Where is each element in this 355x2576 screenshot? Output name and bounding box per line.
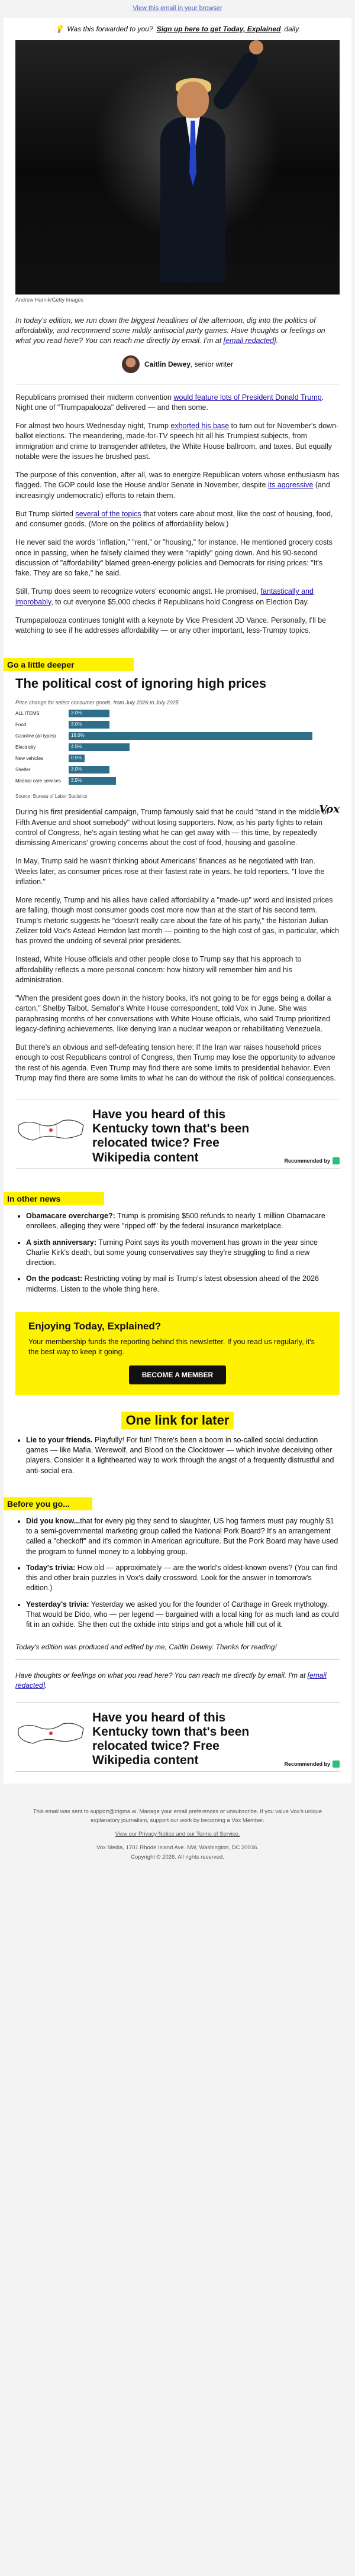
recommended-by: Recommended by bbox=[284, 1761, 340, 1768]
story-paragraph: He never said the words "inflation," "rent," or "housing," for instance. He mentioned grocery costs once in passing, when he falsely claimed they were "rapidly" going down. And his 90-second discussion of "affordability" blamed green-energy policies and Democrats for rising prices: "It's fake. They are so fake," he said. bbox=[15, 538, 333, 578]
story-link[interactable]: would feature lots of President Donald Trump bbox=[173, 393, 322, 402]
story-paragraph: Trumpapalooza continues tonight with a keynote by Vice President JD Vance. Personally, I'll be watching to see if he addresses affordability — or any other important, less-Trumpy topics. bbox=[15, 616, 327, 635]
chart-value-label: 3.5% bbox=[71, 778, 82, 784]
author-name: Caitlin Dewey bbox=[144, 360, 191, 368]
story-link[interactable]: fantastically and improbably bbox=[15, 587, 314, 606]
list-item: • Obamacare overcharge?: Trump is promising $500 refunds to nearly 1 million Obamacare enrollees, alleging they were "ripped off" by the federal insurance marketplace. bbox=[26, 1211, 340, 1232]
chart-category-label: Shelter bbox=[15, 767, 31, 773]
list-item: • A sixth anniversary: Turning Point says its youth movement has grown in the year since Charlie Kirk's death, but some young conservatives say they're struggling to find a new direction. bbox=[26, 1238, 340, 1268]
forwarded-text: Was this forwarded to you? bbox=[67, 25, 153, 33]
chart-row bbox=[15, 720, 340, 729]
feedback-text: Have thoughts or feelings on what you read here? You can reach me directly by email. I'm at [email redacted]. bbox=[15, 1671, 327, 1690]
deeper-paragraph: Instead, White House officials and other people close to Trump say that his approach to affordability reflects a more personal concern: how history will remember him and his administration. bbox=[15, 955, 302, 984]
section-heading-before: Before you go... bbox=[4, 1497, 92, 1510]
story-link[interactable]: exhorted his base bbox=[170, 422, 230, 431]
deeper-paragraph: More recently, Trump and his allies have called affordability a "made-up" word and insisted prices are falling, though most consumer goods cost more now than at the start of his second term. Trump's rhetoric suggests he "doesn't really care about the fate of his party," the historian Julian Zelizer told Vox's Astead Herndon last month — pointing to the high cost of gas, in particular, which has proved the undoing of several prior presidents. bbox=[15, 896, 340, 946]
deeper-paragraph: "When the president goes down in the history books, it's not going to be for eggs being a dollar a carton," Shelby Talbot, Semafor's White House correspondent, told Vox in June. She was paraphrasing months of her conversations with White House officials, who said Trump prioritized legacy-defining achievements, like denying Iran a nuclear weapon or rehabilitating Venezuela. bbox=[15, 994, 331, 1033]
list-item: • On the podcast: Restricting voting by mail is Trump's latest obsession ahead of the 2026 midterms. Listen to the whole thing here. bbox=[26, 1274, 340, 1295]
recommender-logo-icon bbox=[333, 1761, 340, 1768]
footer-address: Vox Media, 1701 Rhode Island Ave. NW, Washington, DC 20036. bbox=[96, 1844, 259, 1852]
chart-row bbox=[15, 743, 340, 752]
one-link-heading: One link for later bbox=[121, 1412, 234, 1429]
chart-row bbox=[15, 754, 340, 763]
story-paragraph: The purpose of this convention, after all, was to energize Republican voters whose enthusiasm has flagged. The GOP could lose the House and/or Senate in November, despite its aggressive (and increasingly undemocratic) efforts to retain them. bbox=[15, 471, 340, 500]
footer-privacy-link[interactable]: View our Privacy Notice and our Terms of Service. bbox=[115, 1831, 240, 1838]
footer-copyright: Copyright © 2026. All rights reserved. bbox=[131, 1853, 224, 1860]
intro-text: In today's edition, we run down the biggest headlines of the afternoon, dig into the politics of affordability, and recommend some mildly antisocial party games. Have thoughts or feelings on what you read here? You can reach me directly by email. I'm at [email redacted]. bbox=[15, 316, 325, 345]
view-in-browser-bar bbox=[0, 0, 355, 18]
chart-category-label: Medical care services bbox=[15, 778, 61, 784]
view-in-browser-link[interactable]: View this email in your browser bbox=[133, 5, 222, 12]
story-paragraph: For almost two hours Wednesday night, Trump exhorted his base to turn out for November's down-ballot elections. The meandering, made-for-TV speech hit all his Trumpiest subjects, from immigration and crime to transgender athletes, the White House ballroom, and taxes. But equally notable were the issues he brushed past. bbox=[15, 422, 339, 461]
recommender-logo-icon bbox=[333, 1157, 340, 1164]
chart-category-label: ALL ITEMS bbox=[15, 711, 40, 717]
recommended-by: Recommended by bbox=[284, 1157, 340, 1164]
chart-category-label: Gasoline (all types) bbox=[15, 733, 56, 739]
chart-category-label: Food bbox=[15, 722, 27, 728]
produced-by: Today's edition was produced and edited by me, Caitlin Dewey. Thanks for reading! bbox=[15, 1643, 277, 1652]
chart-value-label: 18.0% bbox=[71, 733, 85, 739]
before-list bbox=[26, 1516, 340, 1630]
avatar bbox=[122, 355, 140, 373]
become-member-button[interactable]: BECOME A MEMBER bbox=[129, 1365, 226, 1384]
ad-headline[interactable]: Have you heard of this Kentucky town that's been relocated twice? Free Wikipedia content bbox=[92, 1108, 250, 1164]
list-item: • Yesterday's trivia: Yesterday we asked you for the founder of Carthage in Greek mythology. That would be Dido, who — per legend — bargained with a local king for as much land as could fit in an oxhide. She then cut the oxhide into strips and got a whole hill out of it. bbox=[26, 1600, 340, 1630]
deeper-paragraph: In May, Trump said he wasn't thinking about Americans' finances as he negotiated with Iran. Weeks later, as consumer prices rose at their fastest rate in years, he told reporters, "I love the inflation." bbox=[15, 857, 325, 886]
chart-title: Price change for select consumer goods, from July 2026 to July 2025 bbox=[15, 700, 179, 706]
footer-line-1: This email was sent to support@trigma.ai. Manage your email preferences or unsubscribe. If you value Vox's unique explanatory journalism, support our work by becoming a Vox Member. bbox=[33, 1808, 322, 1824]
chart-row bbox=[15, 776, 340, 785]
signup-link[interactable]: Sign up here to get Today, Explained bbox=[156, 25, 281, 33]
author-byline: Caitlin Dewey, senior writer bbox=[4, 355, 351, 373]
chart-value-label: 3.0% bbox=[71, 721, 82, 727]
list-item: • Lie to your friends. Playfully! For fun! There's been a boom in so-called social deduction games — like Mafia, Werewolf, and Blood on the Clocktower — which involve deceiving other players. Consider it a lighthearted way to work through the angst of a frequently distrustful and anti-social era. bbox=[26, 1435, 340, 1476]
forwarded-banner bbox=[4, 18, 351, 40]
newsletter-body bbox=[4, 18, 351, 1784]
membership-text: Your membership funds the reporting behind this newsletter. If you read us regularly, it's the best way to keep it going. bbox=[28, 1337, 315, 1356]
list-item: • Today's trivia: How old — approximately — are the world's oldest-known ovens? (You can find this and other brain puzzles in Vox's daily crossword. Look for the answer in tomorrow's edition.) bbox=[26, 1563, 340, 1594]
footer bbox=[0, 1798, 355, 1871]
chart-row bbox=[15, 765, 340, 774]
sponsored-recommendation-2[interactable] bbox=[15, 1702, 340, 1772]
chart-value-label: 3.0% bbox=[71, 710, 82, 716]
ad-headline[interactable]: Have you heard of this Kentucky town that's been relocated twice? Free Wikipedia content bbox=[92, 1710, 250, 1768]
one-link-list bbox=[26, 1435, 340, 1476]
chart-value-label: 3.0% bbox=[71, 766, 82, 772]
chart-value-label: 4.5% bbox=[71, 744, 82, 750]
story-link[interactable]: its aggressive bbox=[267, 481, 314, 490]
section-heading-deeper: Go a little deeper bbox=[4, 658, 134, 671]
vox-logo: Vox bbox=[318, 803, 340, 816]
chart-row bbox=[15, 732, 340, 740]
story-link[interactable]: several of the topics bbox=[75, 509, 141, 518]
deeper-story bbox=[4, 807, 351, 1083]
chart-category-label: New vehicles bbox=[15, 756, 44, 762]
story-paragraph: Still, Trump does seem to recognize voters' economic angst. He promised, fantastically and improbably, to cut everyone $5,000 checks if Republicans hold Congress on Election Day. bbox=[15, 587, 314, 606]
chart-category-label: Electricity bbox=[15, 745, 36, 750]
chart-value-label: 0.5% bbox=[71, 755, 82, 761]
intro-email-link[interactable]: [email redacted] bbox=[223, 336, 276, 345]
chart-source: Source: Bureau of Labor Statistics bbox=[15, 794, 88, 800]
photo-credit: Andrew Harnik/Getty Images bbox=[15, 297, 84, 303]
sponsored-recommendation[interactable] bbox=[15, 1099, 340, 1169]
price-change-chart bbox=[15, 700, 340, 816]
deeper-headline: The political cost of ignoring high prices bbox=[15, 676, 267, 691]
deeper-paragraph: During his first presidential campaign, Trump famously said that he could "stand in the middle of Fifth Avenue and shoot somebody" without losing supporters. Now, as his party fights to retain control of Congress, he's again testing what he can get away with — this time, by repeatedly dismissing Americans' growing concerns about the cost of food, housing and gasoline. bbox=[15, 808, 329, 847]
forwarded-tail: daily. bbox=[284, 25, 301, 33]
light-bulb-icon: 💡 bbox=[54, 25, 64, 33]
hero-image bbox=[15, 40, 340, 295]
list-item: • Did you know...that for every pig they send to slaughter, US hog farmers must pay roughly $1 to a semi-governmental marketing group called the National Pork Board? It's an arrangement called a "checkoff" and it's common in American agriculture. But the Pork Board may have used the program to funnel money to a lobbying group. bbox=[26, 1516, 340, 1557]
membership-title: Enjoying Today, Explained? bbox=[28, 1320, 162, 1332]
feedback-email-link[interactable]: [email redacted] bbox=[15, 1671, 327, 1690]
map-thumbnail bbox=[15, 1711, 86, 1752]
section-heading-news: In other news bbox=[4, 1192, 104, 1205]
story-paragraph: But Trump skirted several of the topics that voters care about most, like the cost of housing, food, and consumer goods. (More on the politics of affordability below.) bbox=[15, 509, 333, 529]
story-paragraph: Republicans promised their midterm convention would feature lots of President Donald Trump. Night one of "Trumpapalooza" delivered — and then some. bbox=[15, 393, 324, 412]
main-story bbox=[4, 393, 351, 636]
deeper-paragraph: But there's an obvious and self-defeating tension here: If the Iran war raises household prices enough to cost Republicans control of Congress, then Trump may lose the opportunity to advance the rest of his agenda. Even Trump may find there are some limits to presidential behavior. Even Trump may find there are some limits to what he can do without the risk of political consequences. bbox=[15, 1043, 336, 1082]
chart-bar bbox=[69, 732, 312, 740]
news-list bbox=[26, 1211, 340, 1295]
membership-box bbox=[15, 1312, 340, 1395]
map-thumbnail bbox=[15, 1108, 86, 1149]
chart-row bbox=[15, 709, 340, 718]
